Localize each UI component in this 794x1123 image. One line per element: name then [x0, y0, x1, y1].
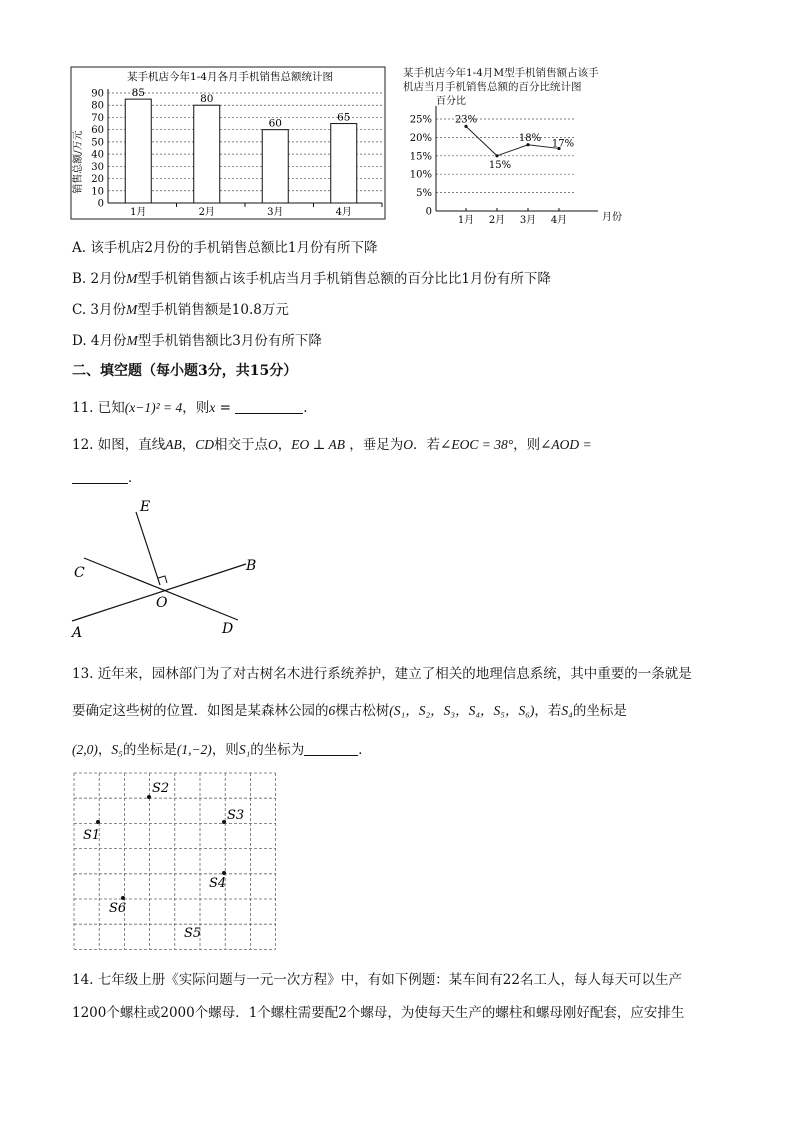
question-12: 12. 如图，直线AB，CD相交于点O，EO ⊥ AB ，垂足为O．若∠EOC = 38°，则∠AOD =	[72, 437, 592, 453]
bar-ytick-label: 50	[91, 137, 104, 149]
line-chart-yticks	[410, 115, 432, 218]
label-s3: S3	[227, 808, 245, 823]
option-d: D. 4月份M型手机销售额比3月份有所下降	[72, 333, 322, 349]
bar-value-label: 60	[268, 117, 282, 130]
bar-ytick-label: 70	[91, 112, 104, 124]
line-chart-series	[466, 126, 559, 155]
question-13-line2: 要确定这些树的位置．如图是某森林公园的6棵古松树(S₁，S₂，S₃，S₄，S₅，S₆)，若S₄的坐标是	[72, 703, 627, 719]
line-ytick-label: 10%	[409, 169, 432, 181]
bar-value-label: 80	[200, 93, 214, 106]
option-b: B. 2月份M型手机销售额占该手机店当月手机销售总额的百分比比1月份有所下降	[72, 271, 551, 287]
point-s1	[96, 820, 100, 824]
question-14-line2: 1200个螺柱或2000个螺母．1个螺柱需要配2个螺母，为使每天生产的螺柱和螺母刚好配套，应安排生	[72, 1005, 685, 1021]
label-s2: S2	[152, 781, 170, 796]
line-chart-title-1: 某手机店今年1-4月M型手机销售额占该手	[403, 67, 599, 79]
line-ytick-label: 20%	[409, 132, 432, 144]
bar-ytick-label: 80	[91, 100, 104, 112]
point-s6	[121, 896, 125, 900]
label-e: E	[140, 499, 151, 515]
bar-xtick-label: 3月	[267, 207, 284, 218]
question-13-line3: (2,0)，S₅的坐标是(1,−2)，则S₁的坐标为 ．	[72, 742, 372, 758]
bar-ytick-label: 20	[91, 174, 104, 186]
label-a: A	[72, 625, 83, 641]
question-14-line1: 14. 七年级上册《实际问题与一元一次方程》中，有如下例题：某车间有22名工人，每人每天可以生产	[72, 972, 682, 988]
bar-value-label: 65	[337, 111, 351, 124]
label-s5: S5	[184, 926, 202, 941]
line-value-label: 17%	[551, 138, 575, 150]
bar-chart-bars	[125, 87, 357, 203]
line-chart	[400, 92, 622, 226]
option-c: C. 3月份M型手机销售额是10.8万元	[72, 302, 289, 318]
label-s4: S4	[209, 876, 227, 891]
label-o: O	[156, 595, 168, 611]
ray-oe	[136, 512, 160, 585]
line-value-label: 23%	[454, 114, 478, 126]
label-c: C	[74, 565, 85, 581]
bar-xtick-label: 4月	[335, 207, 352, 218]
option-a: A. 该手机店2月份的手机销售总额比1月份有所下降	[72, 240, 378, 256]
section-title: 二、填空题（每小题3分，共15分）	[72, 363, 298, 379]
line-xtick-label: 1月	[457, 215, 475, 226]
bar-ytick-label: 30	[91, 161, 104, 173]
bar-xtick-label: 2月	[198, 207, 215, 218]
bar-ytick-label: 90	[91, 88, 104, 100]
label-d: D	[222, 621, 234, 637]
bar-chart	[70, 66, 388, 221]
bar-ytick-label: 0	[97, 198, 104, 210]
bar-chart-title: 某手机店今年1-4月各月手机销售总额统计图	[127, 71, 333, 83]
bar-4	[331, 124, 357, 203]
figure-12	[70, 496, 270, 642]
line-chart-xlabel: 月份	[602, 212, 622, 223]
point-s2	[147, 795, 151, 799]
line-xtick-label: 4月	[550, 215, 568, 226]
label-b: B	[246, 558, 257, 574]
line-chart-ylabel: 百分比	[436, 96, 466, 107]
answer-blank-11[interactable]	[235, 401, 303, 414]
label-s6: S6	[109, 901, 127, 916]
question-13-line1: 13. 近年来，园林部门为了对古树名木进行系统养护，建立了相关的地理信息系统，其中重要的一条就是	[72, 666, 692, 682]
bar-value-label: 85	[131, 87, 145, 100]
question-12-blank-line: ．	[72, 466, 142, 486]
line-ytick-label: 0	[425, 206, 432, 218]
bar-xtick-label: 1月	[130, 207, 147, 218]
bar-chart-xticks	[130, 203, 382, 218]
bar-ytick-label: 60	[91, 125, 104, 137]
tree-points	[96, 795, 226, 900]
tree-grid-figure	[73, 772, 279, 952]
question-11: 11. 已知(x−1)² = 4，则x = .	[72, 400, 308, 416]
bar-3	[262, 130, 288, 203]
line-xtick-label: 2月	[488, 215, 506, 226]
bar-ytick-label: 10	[91, 186, 104, 198]
line-ytick-label: 25%	[409, 114, 432, 126]
line-ytick-label: 15%	[409, 151, 432, 163]
line-xtick-label: 3月	[519, 215, 537, 226]
label-s1: S1	[83, 828, 101, 843]
line-chart-title-2: 机店当月手机销售总额的百分比统计图	[403, 81, 582, 93]
bar-chart-yticks	[91, 89, 104, 210]
bar-1	[125, 99, 151, 203]
answer-blank-12[interactable]	[72, 471, 128, 484]
line-point-2	[495, 154, 498, 157]
bar-2	[194, 105, 220, 203]
dashed-grid	[74, 773, 276, 949]
line-value-label: 15%	[488, 159, 512, 171]
bar-chart-ylabel: 销售总额/万元	[73, 130, 84, 194]
bar-ytick-label: 40	[91, 149, 104, 161]
answer-blank-13[interactable]	[304, 743, 358, 756]
point-s4	[222, 871, 226, 875]
line-ytick-label: 5%	[416, 188, 432, 200]
line-chart-points	[455, 114, 574, 170]
point-s3	[222, 820, 226, 824]
line-value-label: 18%	[518, 132, 542, 144]
